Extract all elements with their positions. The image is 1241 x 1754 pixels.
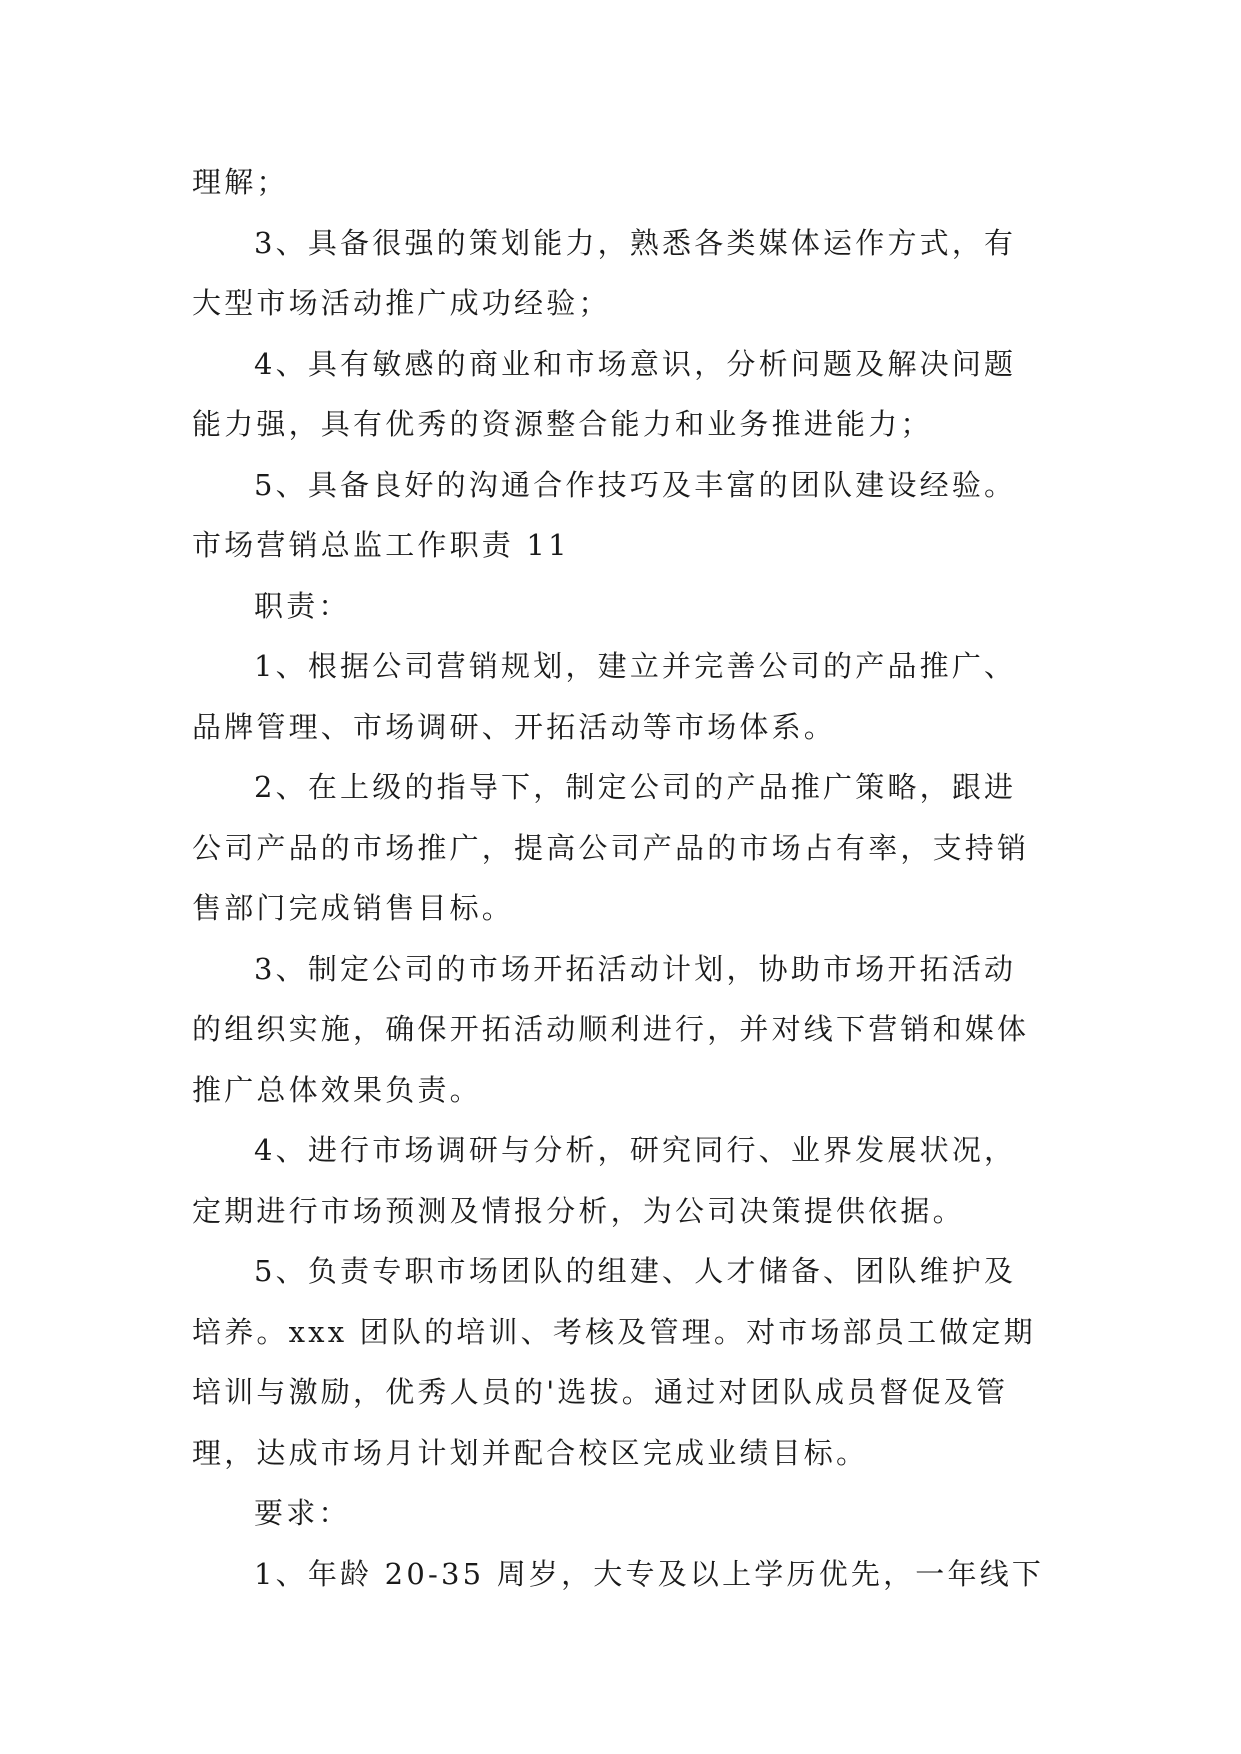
text-line: 2、在上级的指导下，制定公司的产品推广策略，跟进 [254, 770, 1017, 804]
text-line: 公司产品的市场推广，提高公司产品的市场占有率，支持销 [192, 830, 1030, 865]
text-line: 5、负责专职市场团队的组建、人才储备、团队维护及 [254, 1254, 1017, 1288]
text-line: 售部门完成销售目标。 [192, 891, 515, 925]
text-line: 职责： [254, 588, 351, 623]
text-line: 4、进行市场调研与分析，研究同行、业界发展状况， [254, 1133, 1017, 1167]
text-line: 1、根据公司营销规划，建立并完善公司的产品推广、 [254, 649, 1017, 683]
text-line: 大型市场活动推广成功经验； [192, 286, 611, 320]
text-line: 定期进行市场预测及情报分析，为公司决策提供依据。 [192, 1193, 965, 1228]
text-line: 培养。xxx 团队的培训、考核及管理。对市场部员工做定期 [192, 1314, 1036, 1349]
text-line: 培训与激励，优秀人员的'选拔。通过对团队成员督促及管 [192, 1375, 1009, 1409]
text-line: 3、制定公司的市场开拓活动计划，协助市场开拓活动 [254, 951, 1017, 986]
text-line: 的组织实施，确保开拓活动顺利进行，并对线下营销和媒体 [192, 1012, 1030, 1046]
text-line: 1、年龄 20-35 周岁，大专及以上学历优先，一年线下 [254, 1556, 1045, 1591]
text-line: 3、具备很强的策划能力，熟悉各类媒体运作方式，有 [254, 225, 1017, 260]
text-line: 理解； [192, 165, 289, 199]
text-line: 品牌管理、市场调研、开拓活动等市场体系。 [192, 709, 837, 744]
text-line: 5、具备良好的沟通合作技巧及丰富的团队建设经验。 [254, 467, 1017, 502]
text-line: 能力强，具有优秀的资源整合能力和业务推进能力； [192, 407, 933, 441]
text-line: 理，达成市场月计划并配合校区完成业绩目标。 [192, 1435, 869, 1470]
document-body [192, 152, 1052, 1604]
text-line: 4、具有敏感的商业和市场意识，分析问题及解决问题 [254, 346, 1017, 381]
text-line: 要求： [254, 1496, 351, 1530]
text-line: 市场营销总监工作职责 11 [192, 528, 570, 562]
text-line: 推广总体效果负责。 [192, 1072, 482, 1107]
